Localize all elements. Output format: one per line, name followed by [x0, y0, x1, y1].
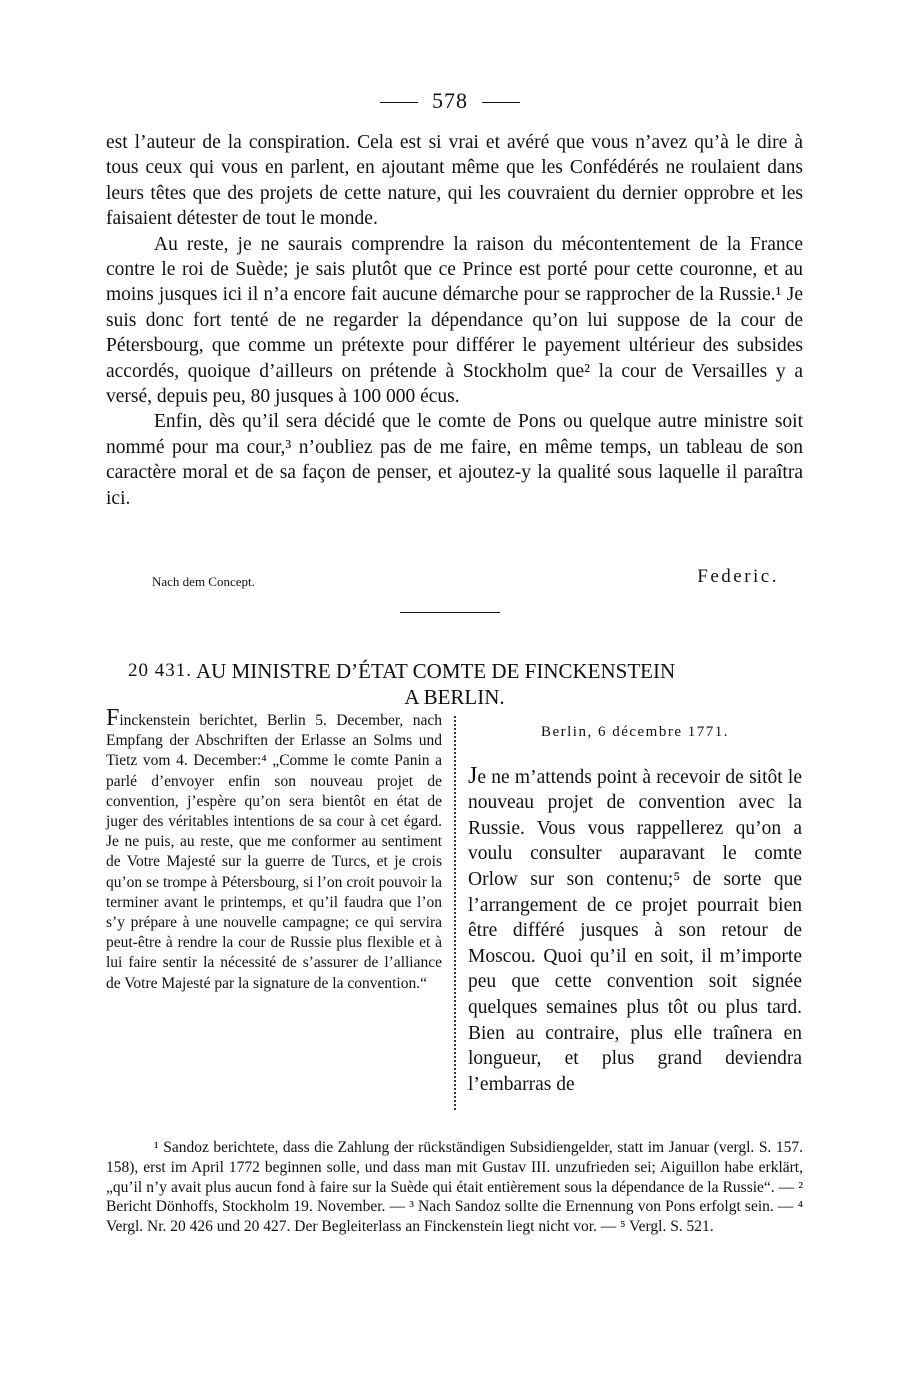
- main-paragraph-2: Au reste, je ne saurais comprendre la raison du mécontentement de la France contre le roi de Suède; je sais plutôt que ce Prince est porté pour cette couronne, et au moins jusques ici il n’a encore fait aucune démarche pour se rapprocher de la Russie.¹ Je suis donc fort tenté de ne regarder la dépendance qu’on lui suppose de la cour de Pétersbourg, que comme un prétexte pour différer le payement ultérieur des subsides accordés, quoique d’ailleurs on prétende à Stockholm que² la cour de Versailles y a versé, depuis peu, 80 jusques à 100 000 écus.: [106, 233, 803, 408]
- report-summary-column: [106, 705, 442, 994]
- signature: Federic.: [697, 566, 779, 587]
- main-paragraph-3: Enfin, dès qu’il sera décidé que le comte de Pons ou quelque autre ministre soit nommé pour ma cour,³ n’oubliez pas de me faire, en même temps, un tableau de son caractère moral et de sa façon de penser, et ajoutez-y la qualité sous laquelle il paraîtra ici.: [106, 411, 803, 509]
- letter-body-column: [468, 720, 802, 1097]
- dash-left: [380, 102, 418, 103]
- letter-heading: [106, 658, 803, 710]
- letter-initial: J: [468, 762, 478, 789]
- signature-row: [106, 566, 803, 592]
- main-text: [106, 130, 803, 511]
- letter-body: [468, 764, 802, 1098]
- source-note: Nach dem Concept.: [152, 574, 255, 589]
- letter-title-line-1: AU MINISTRE D’ÉTAT COMTE DE FINCKENSTEIN: [196, 659, 676, 683]
- section-divider: [400, 612, 500, 613]
- letter-title-line-2: A BERLIN.: [404, 685, 505, 709]
- report-initial: F: [106, 705, 120, 731]
- letter-dateline: Berlin, 6 décembre 1771.: [540, 724, 730, 740]
- footnote-block: ¹ Sandoz berichtete, dass die Zahlung der rückständigen Subsidiengelder, statt im Januar (vergl. S. 157. 158), erst im April 1772 beginnen solle, und dass man mit Gustav III. unzufrieden sei; Aiguillon habe erklärt, „qu’il n’y avait plus aucun fond à faire sur la Suède qui était entièrement sous la dépendance de la Russie“. — ² Bericht Dönhoffs, Stockholm 19. November. — ³ Nach Sandoz sollte die Ernennung von Pons erfolgt sein. — ⁴ Vergl. Nr. 20 426 und 20 427. Der Begleiterlass an Finckenstein liegt nicht vor. — ⁵ Vergl. S. 521.: [106, 1139, 803, 1236]
- letter-text: e ne m’attends point à recevoir de sitôt le nouveau projet de convention avec la Russie. Vous vous rappellerez qu’on a voulu consulter auparavant le comte Orlow sur son contenu;⁵ de sorte que l’arrangement de ce projet pourrait bien être différé jusques à son retour de Moscou. Quoi qu’il en soit, il m’importe peu que cette convention soit signée quelques semaines plus tôt ou plus tard. Bien au contraire, plus elle traînera en longueur, et plus grand deviendra l’embarras de: [468, 766, 802, 1095]
- main-paragraph-1: est l’auteur de la conspiration. Cela est si vrai et avéré que vous n’avez qu’à le dire à tous ceux qui vous en parlent, en ajoutant même que les Confédérés ne roulaient dans leurs têtes que des projets de cette nature, qui les couvraient du dernier opprobre et les faisaient détester de tout le monde.: [106, 132, 803, 230]
- report-text: inckenstein berichtet, Berlin 5. December, nach Empfang der Abschriften der Erlasse an Solms und Tietz vom 4. December:⁴ „Comme le comte Panin a parlé d’envoyer enfin son nouveau projet de convention, j’espère qu’on sera bientôt en état de juger des véritables intentions de sa cour à cet égard. Je ne puis, au reste, que me conformer au sentiment de Votre Majesté sur la guerre de Turcs, et je crois qu’on se trompe à Pétersbourg, si l’on croit pouvoir la terminer avant le printemps, et qu’il faudra que l’on s’y prépare à une nouvelle campagne; ce qui servira peut-être à rendre la cour de Russie plus flexible et à lui faire sentir la nécessité de s’assurer de l’alliance de Votre Majesté par la signature de la convention.“: [106, 712, 442, 992]
- page-number: 578: [432, 88, 468, 113]
- column-divider: [454, 716, 456, 1110]
- dash-right: [482, 102, 520, 103]
- letter-number: 20 431.: [128, 660, 192, 681]
- page-number-row: [0, 88, 900, 114]
- footnotes: [106, 1138, 803, 1237]
